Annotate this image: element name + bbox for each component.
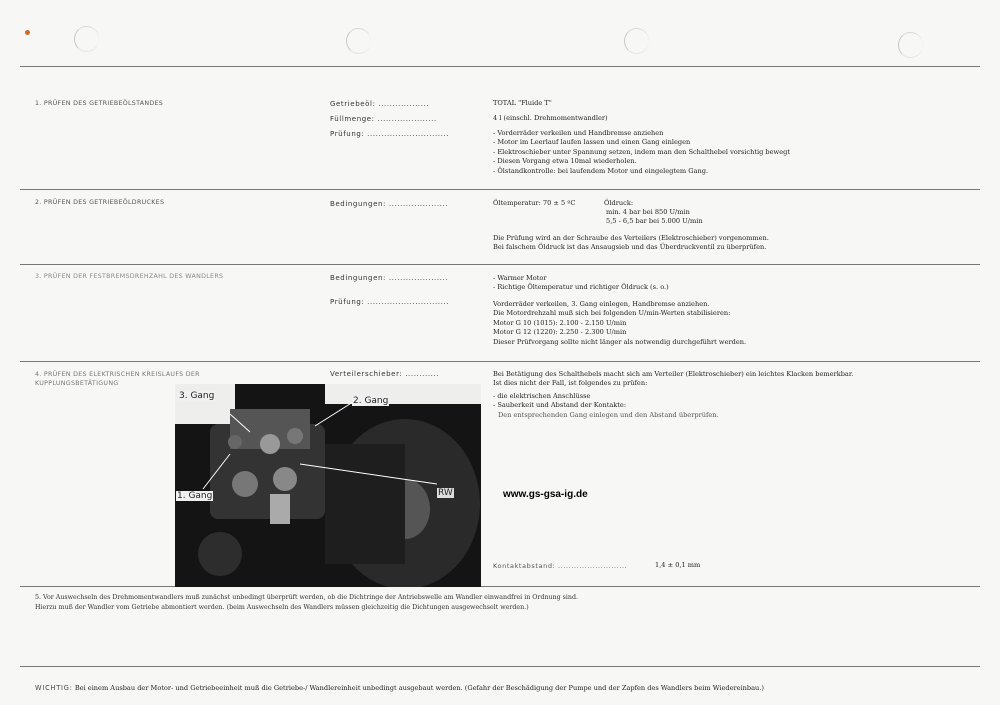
section-3-title: 3. PRÜFEN DER FESTBREMSDREHZAHL DES WANDLERS	[35, 273, 224, 280]
rule-3	[20, 361, 980, 362]
section-1-title: 1. PRÜFEN DES GETRIEBEÖLSTANDES	[35, 100, 164, 107]
section-5-line: Hierzu muß der Wandler vom Getriebe abmontiert werden. (beim Auswechseln des Wandlers müssen gleichzeitig die Dichtungen ausgewechselt werden.)	[35, 604, 529, 611]
section-2-notes	[493, 234, 769, 253]
value-line: TOTAL "Fluide T"	[493, 99, 552, 107]
value-line: Motor G 12 (1220): 2.250 - 2.300 U/min	[493, 328, 627, 337]
value-pruefung-1	[493, 129, 790, 176]
label-pruefung-1: Prüfung: .............................	[330, 130, 450, 138]
value-verteilerschieber	[493, 370, 853, 420]
value-oil-temp: Öltemperatur: 70 ± 5 ºC	[493, 199, 576, 207]
value-line: - Warmer Motor	[493, 274, 547, 282]
punch-hole-3	[624, 28, 649, 54]
oil-pressure-head: Öldruck:	[604, 199, 634, 207]
photo-label-gang3: 3. Gang	[179, 391, 215, 401]
value-line: Bei falschem Öldruck ist das Ansaugsieb und das Überdruckventil zu überprüfen.	[493, 243, 767, 252]
value-line: 5,5 - 6,5 bar bei 5.000 U/min	[606, 217, 703, 226]
distributor-photo-graphic	[175, 384, 481, 587]
photo-label-gang2: 2. Gang	[353, 396, 389, 406]
value-line: - Vorderräder verkeilen und Handbremse anziehen	[493, 129, 664, 137]
value-kontaktabstand: 1,4 ± 0,1 mm	[655, 561, 701, 569]
value-line: Ist dies nicht der Fall, ist folgendes zu prüfen:	[493, 379, 648, 388]
label-verteilerschieber: Verteilerschieber: ............	[330, 370, 440, 378]
value-getriebeoel	[493, 99, 552, 108]
value-line: Den entsprechenden Gang einlegen und den Abstand überprüfen.	[498, 410, 719, 419]
value-line: - Elektroschieber unter Spannung setzen, indem man den Schalthebel vorsichtig bewegt	[493, 147, 790, 156]
section-5-line: 5. Vor Auswechseln des Drehmomentwandlers muß zunächst unbedingt überprüft werden, ob die Dichtringe der Antriebswelle am Wandler einwandfrei in Ordnung sind.	[35, 594, 579, 601]
distributor-photo	[175, 384, 481, 587]
rule-1	[20, 189, 980, 190]
rule-4	[20, 586, 980, 587]
section-4-title-line: 4. PRÜFEN DES ELEKTRISCHEN KREISLAUFS DER	[35, 371, 200, 378]
footer-note	[35, 684, 764, 692]
label-kontaktabstand: Kontaktabstand: ..........................	[493, 562, 628, 570]
punch-hole-2	[346, 28, 371, 54]
section-4-title-line: KUPPLUNGSBETÄTIGUNG	[35, 380, 119, 387]
punch-hole-1	[74, 26, 99, 52]
rule-top	[20, 66, 980, 67]
label-getriebeoel: Getriebeöl: ..................	[330, 100, 430, 108]
value-line: - Ölstandkontrolle: bei laufendem Motor und eingelegtem Gang.	[493, 166, 709, 175]
value-line: - Motor im Leerlauf laufen lassen und einen Gang einlegen	[493, 138, 691, 147]
value-line: min. 4 bar bei 850 U/min	[606, 208, 690, 216]
label-pruefung-3: Prüfung: .............................	[330, 298, 450, 306]
value-line: Dieser Prüfvorgang sollte nicht länger als notwendig durchgeführt werden.	[493, 337, 747, 346]
footer-text: Bei einem Ausbau der Motor- und Getriebeeinheit muß die Getriebe-/ Wandlereinheit unbedingt ausgebaut werden. (Gefahr der Beschädigung der Pumpe und der Zapfen des Wandlers beim Wiedereinbau.)	[74, 684, 764, 692]
punch-hole-4	[898, 32, 923, 58]
section-2-title: 2. PRÜFEN DES GETRIEBEÖLDRUCKES	[35, 199, 165, 206]
value-line: - Sauberkeit und Abstand der Kontakte:	[493, 401, 627, 410]
value-fuellmenge	[493, 114, 608, 123]
label-fuellmenge: Füllmenge: .....................	[330, 115, 437, 123]
value-line: 4 l (einschl. Drehmomentwandler)	[493, 114, 608, 122]
label-bedingungen-3: Bedingungen: .....................	[330, 274, 449, 282]
value-line: - Richtige Öltemperatur und richtiger Öldruck (s. o.)	[493, 283, 669, 292]
footer-keyword: WICHTIG:	[35, 684, 73, 692]
section-5-text	[35, 593, 578, 613]
value-line: Die Motordrehzahl muß sich bei folgenden U/min-Werten stabilisieren:	[493, 309, 731, 318]
value-line: Motor G 10 (1015): 2.100 - 2.150 U/min	[493, 318, 627, 327]
rule-5	[20, 666, 980, 667]
photo-label-gang1: 1. Gang	[177, 491, 213, 501]
value-line: - die elektrischen Anschlüsse	[493, 391, 591, 400]
label-bedingungen-2: Bedingungen: .....................	[330, 200, 449, 208]
photo-label-rw: RW	[438, 488, 453, 498]
value-line: - Diesen Vorgang etwa 10mal wiederholen.	[493, 157, 637, 166]
rule-2	[20, 264, 980, 265]
oil-pressure-values	[606, 208, 703, 227]
value-line: Vorderräder verkeilen, 3. Gang einlegen, Handbremse anziehen.	[493, 300, 710, 308]
value-line: Die Prüfung wird an der Schraube des Verteilers (Elektroschieber) vorgenommen.	[493, 234, 769, 242]
ink-dot	[25, 30, 30, 35]
website-url: www.gs-gsa-ig.de	[503, 489, 588, 500]
value-line: Bei Betätigung des Schalthebels macht sich am Verteiler (Elektroschieber) ein leichtes Klacken bemerkbar.	[493, 370, 854, 378]
value-bedingungen-3	[493, 274, 669, 293]
value-pruefung-3	[493, 300, 746, 347]
